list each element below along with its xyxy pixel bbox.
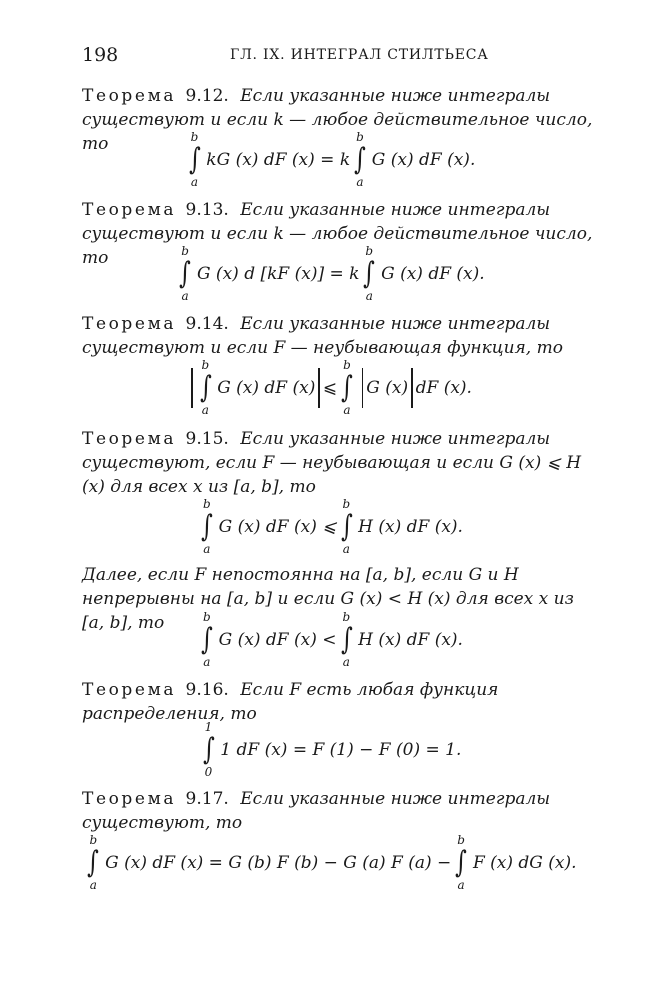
formula-continuation [0,610,660,670]
integral-sign: b ∫ a [87,833,100,892]
formula-rhs: H (x) dF (x). [358,630,463,650]
upper-limit: b [203,610,211,624]
upper-limit: b [342,610,351,624]
abs-bar [411,368,413,408]
integral-sign: b ∫ a [340,497,353,556]
formula-9-13 [0,244,660,304]
integral-sign: b ∫ a [179,244,191,303]
lower-limit: a [203,542,211,556]
formula-rhs: H (x) dF (x). [358,517,463,537]
integral-sign: 1 ∫ 0 [202,720,215,779]
theorem-label: Теорема [82,429,177,449]
page-header [82,44,602,68]
lower-limit: a [89,878,97,892]
integral-sign: b ∫ a [341,358,353,417]
lower-limit: a [356,175,364,189]
integral-sign: b ∫ a [200,610,213,669]
upper-limit: 1 [204,720,213,734]
theorem-text: Если F есть любая функция распределения, то [82,680,499,724]
theorem-9-17 [82,787,598,835]
running-head: ГЛ. IX. ИНТЕГРАЛ СТИЛТЬЕСА [230,47,489,63]
formula-lhs: G (x) dF (x) < [218,630,337,650]
formula-rhs: F (x) dG (x). [472,853,577,873]
lower-limit: a [190,175,199,189]
theorem-label: Теорема [82,680,177,700]
formula-lhs: G (x) dF (x) = G (b) F (b) − G (a) F (a) − [105,853,452,873]
formula-rhs: G (x) dF (x). [381,264,485,284]
lower-limit: a [181,289,189,303]
upper-limit: b [190,130,199,144]
formula-rhs-tail: dF (x). [415,378,472,398]
abs-bar [318,368,320,408]
theorem-text: Если указанные ниже интегралы существуют и если k — любое действительное число, то [82,86,593,154]
theorem-label: Теорема [82,200,177,220]
theorem-number: 9.17. [185,789,229,809]
upper-limit: b [342,497,351,511]
formula-9-12 [0,130,660,190]
lower-limit: a [342,655,350,669]
theorem-number: 9.13. [185,200,229,220]
formula-rhs: G (x) dF (x). [371,150,476,170]
integral-sign: b ∫ a [354,130,366,189]
upper-limit: b [457,833,465,847]
integral-sign: b ∫ a [200,497,213,556]
theorem-number: 9.16. [185,680,229,700]
page-number: 198 [82,44,119,66]
theorem-9-15 [82,427,598,499]
lower-limit: a [201,403,209,417]
theorem-label: Теорема [82,314,177,334]
leq-sign: ⩽ [322,378,338,398]
integral-sign: b ∫ a [455,833,467,892]
formula-lhs: G (x) dF (x) [217,378,316,398]
upper-limit: b [89,833,98,847]
lower-limit: a [203,655,211,669]
formula-9-16 [0,720,660,780]
integral-sign: b ∫ a [363,244,376,303]
lower-limit: a [365,289,373,303]
integral-sign: b ∫ a [188,130,201,189]
formula-9-17 [0,833,660,893]
continuation-text: Далее, если F непостоянна на [a, b], если G и H непрерывны на [a, b] и если G (x) < H (x) для всех x из [a, b], то [82,565,574,633]
formula-9-15 [0,497,660,557]
lower-limit: a [343,403,351,417]
formula-lhs: G (x) dF (x) ⩽ [218,517,337,537]
upper-limit: b [203,497,211,511]
integral-sign: b ∫ a [340,610,353,669]
upper-limit: b [343,358,351,372]
upper-limit: b [365,244,374,258]
abs-bar [362,368,364,408]
formula-lhs: G (x) d [kF (x)] = k [196,264,360,284]
theorem-9-14 [82,312,598,360]
integral-sign: b ∫ a [199,358,212,417]
theorem-text: Если указанные ниже интегралы существуют и если k — любое действительное число, то [82,200,593,268]
theorem-text: Если указанные ниже интегралы существуют, если F — неубывающая и если G (x) ⩽ H (x) для всех x из [a, b], то [82,429,582,497]
formula-rhs-inner: G (x) [366,378,409,398]
theorem-label: Теорема [82,789,177,809]
lower-limit: 0 [204,765,213,779]
upper-limit: b [356,130,364,144]
abs-bar [191,368,193,408]
formula-lhs: kG (x) dF (x) = k [206,150,351,170]
upper-limit: b [181,244,189,258]
theorem-number: 9.15. [185,429,229,449]
theorem-number: 9.14. [185,314,229,334]
formula-body: 1 dF (x) = F (1) − F (0) = 1. [220,740,462,760]
upper-limit: b [201,358,210,372]
theorem-text: Если указанные ниже интегралы существуют, то [82,789,551,833]
theorem-label: Теорема [82,86,177,106]
theorem-number: 9.12. [185,86,229,106]
theorem-9-16 [82,678,598,726]
lower-limit: a [342,542,350,556]
formula-9-14 [0,358,660,418]
lower-limit: a [457,878,465,892]
theorem-text: Если указанные ниже интегралы существуют и если F — неубывающая функция, то [82,314,563,358]
